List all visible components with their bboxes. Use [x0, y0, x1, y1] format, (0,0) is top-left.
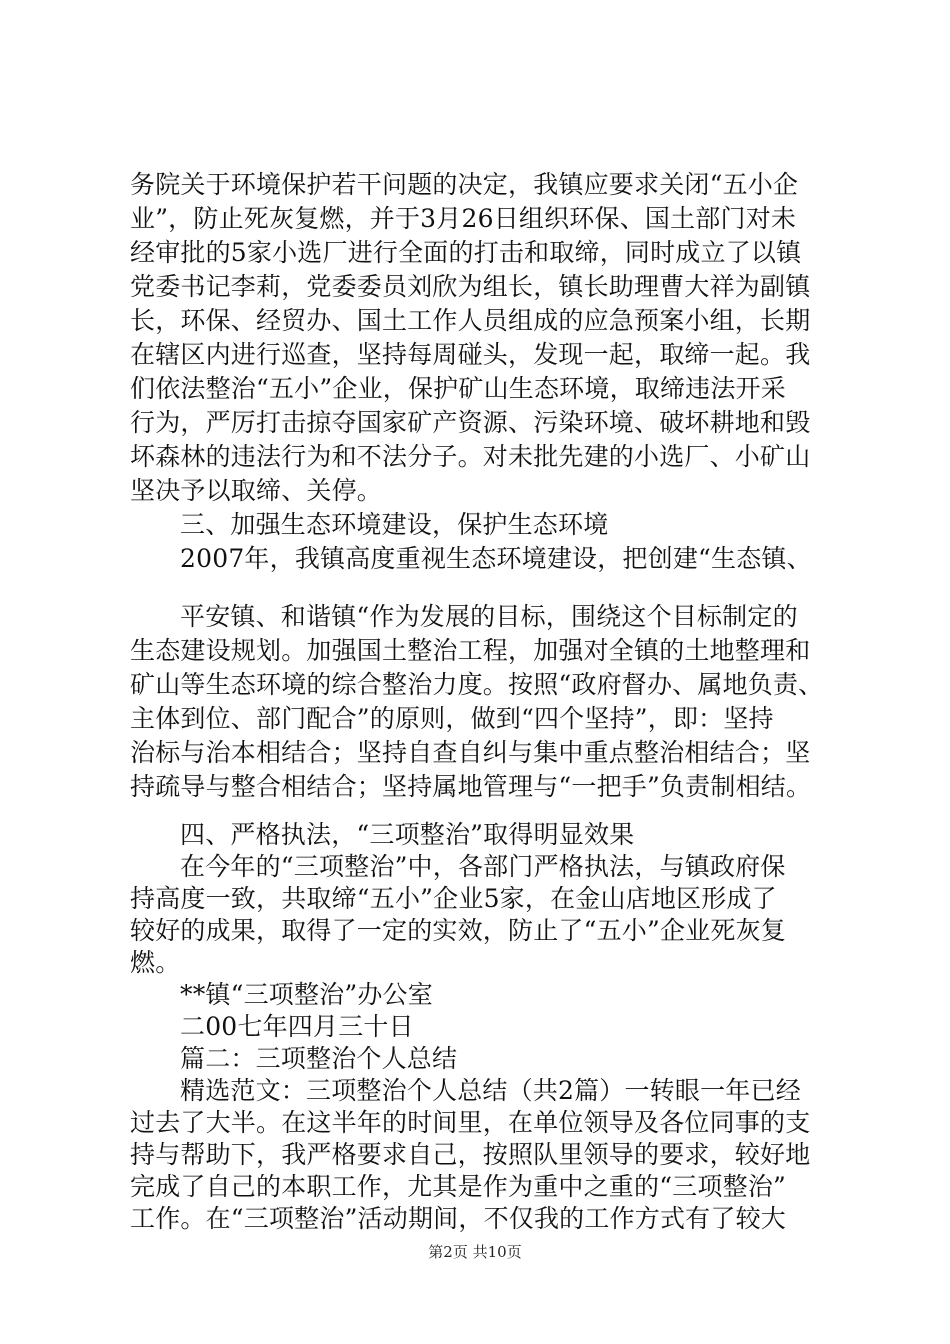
signature-office: **镇“三项整治”办公室	[180, 980, 433, 1009]
text-line: 经审批的5家小选厂进行全面的打击和取缔，同时成立了以镇	[130, 238, 802, 267]
text-line: 坚决予以取缔、关停。	[130, 476, 383, 505]
text-line: 务院关于环境保护若干问题的决定，我镇应要求关闭“五小企	[130, 170, 799, 199]
text-line: 在辖区内进行巡查，坚持每周碰头，发现一起，取缔一起。我	[130, 340, 811, 369]
text-line: 矿山等生态环境的综合整治力度。按照“政府督办、属地负责、	[130, 670, 824, 699]
text-line: 持疏导与整合相结合；坚持属地管理与“一把手”负责制相结。	[130, 772, 812, 801]
section-heading: 四、严格执法，“三项整治”取得明显效果	[180, 820, 635, 849]
text-line: 业”，防止死灰复燃，并于3月26日组织环保、国土部门对未	[130, 204, 797, 233]
text-line: 行为，严厉打击掠夺国家矿产资源、污染环境、破坏耕地和毁	[130, 408, 811, 437]
page-footer: 第2页 共10页	[428, 1243, 522, 1261]
section-heading: 篇二：三项整治个人总结	[180, 1044, 458, 1073]
text-line: 治标与治本相结合；坚持自查自纠与集中重点整治相结合；坚	[130, 738, 811, 767]
text-line: 过去了大半。在这半年的时间里，在单位领导及各位同事的支	[130, 1108, 811, 1137]
text-line: 坏森林的违法行为和不法分子。对未批先建的小选厂、小矿山	[130, 442, 811, 471]
section-heading: 三、加强生态环境建设，保护生态环境	[180, 510, 609, 539]
text-line: 精选范文：三项整治个人总结（共2篇）一转眼一年已经	[180, 1076, 801, 1105]
text-line: 较好的成果，取得了一定的实效，防止了“五小”企业死灰复	[130, 916, 786, 945]
text-line: 工作。在“三项整治”活动期间，不仅我的工作方式有了较大	[130, 1204, 786, 1233]
text-line: 持高度一致，共取缔“五小”企业5家，在金山店地区形成了	[130, 884, 777, 913]
text-line: 党委书记李莉，党委委员刘欣为组长，镇长助理曹大祥为副镇	[130, 272, 811, 301]
text-line: 们依法整治“五小”企业，保护矿山生态环境，取缔违法开采	[130, 374, 786, 403]
signature-date: 二00七年四月三十日	[180, 1012, 414, 1041]
text-line: 主体到位、部门配合”的原则，做到“四个坚持”，即：坚持	[130, 704, 774, 733]
text-line: 持与帮助下，我严格要求自己，按照队里领导的要求，较好地	[130, 1140, 811, 1169]
text-line: 完成了自己的本职工作，尤其是作为重中之重的“三项整治”	[130, 1172, 786, 1201]
text-line: 生态建设规划。加强国土整治工程，加强对全镇的土地整理和	[130, 636, 811, 665]
text-line: 2007年，我镇高度重视生态环境建设，把创建“生态镇、	[180, 544, 812, 573]
text-line: 在今年的“三项整治”中，各部门严格执法，与镇政府保	[180, 852, 786, 881]
text-line: 长，环保、经贸办、国土工作人员组成的应急预案小组，长期	[130, 306, 811, 335]
text-line: 平安镇、和谐镇“作为发展的目标，围绕这个目标制定的	[180, 602, 798, 631]
text-line: 燃。	[130, 948, 181, 977]
